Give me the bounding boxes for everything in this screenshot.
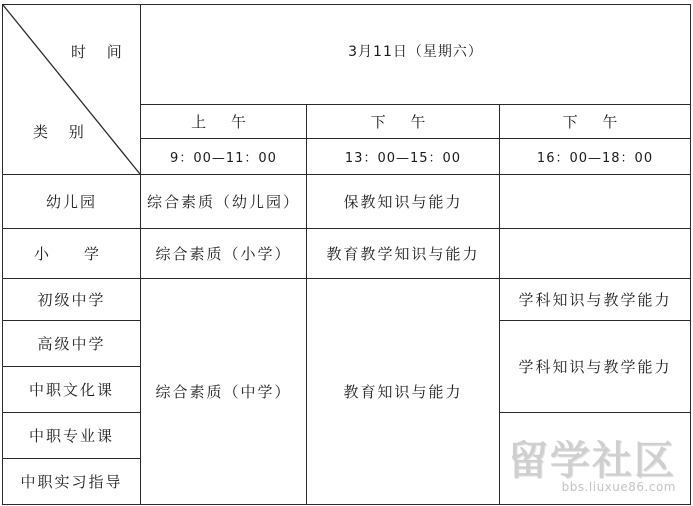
high-school-culture-afternoon2-subject: 学科知识与教学能力 — [500, 321, 691, 413]
kindergarten-afternoon2-subject — [500, 175, 691, 229]
site-watermark — [508, 440, 676, 494]
session-afternoon1-label: 下 午 — [307, 105, 500, 139]
category-vocational-internship: 中职实习指导 — [3, 459, 141, 505]
middle-school-morning-subject: 综合素质（中学） — [141, 279, 307, 505]
category-header-label: 类 别 — [33, 123, 92, 141]
watermark-url: bbs.liuxue86.com — [561, 480, 676, 494]
session-afternoon1-time: 13：00—15：00 — [307, 139, 500, 175]
exam-schedule — [2, 4, 690, 504]
category-kindergarten: 幼儿园 — [3, 175, 141, 229]
watermark-text: 留学社区 — [508, 438, 676, 484]
kindergarten-afternoon1-subject: 保教知识与能力 — [307, 175, 500, 229]
time-header-label: 时 间 — [71, 43, 130, 61]
kindergarten-morning-subject: 综合素质（幼儿园） — [141, 175, 307, 229]
category-primary: 小 学 — [3, 229, 141, 279]
schedule-table — [2, 4, 691, 505]
middle-school-afternoon1-subject: 教育知识与能力 — [307, 279, 500, 505]
exam-date: 3月11日（星期六） — [141, 5, 691, 105]
session-morning-time: 9：00—11：00 — [141, 139, 307, 175]
session-afternoon2-time: 16：00—18：00 — [500, 139, 691, 175]
category-junior-middle: 初级中学 — [3, 279, 141, 321]
session-morning-label: 上 午 — [141, 105, 307, 139]
primary-afternoon2-subject — [500, 229, 691, 279]
diagonal-header-cell — [3, 5, 141, 175]
primary-morning-subject: 综合素质（小学） — [141, 229, 307, 279]
category-vocational-culture: 中职文化课 — [3, 367, 141, 413]
session-afternoon2-label: 下 午 — [500, 105, 691, 139]
category-senior-high: 高级中学 — [3, 321, 141, 367]
junior-middle-afternoon2-subject: 学科知识与教学能力 — [500, 279, 691, 321]
primary-afternoon1-subject: 教育教学知识与能力 — [307, 229, 500, 279]
diagonal-line — [3, 5, 140, 174]
category-vocational-professional: 中职专业课 — [3, 413, 141, 459]
